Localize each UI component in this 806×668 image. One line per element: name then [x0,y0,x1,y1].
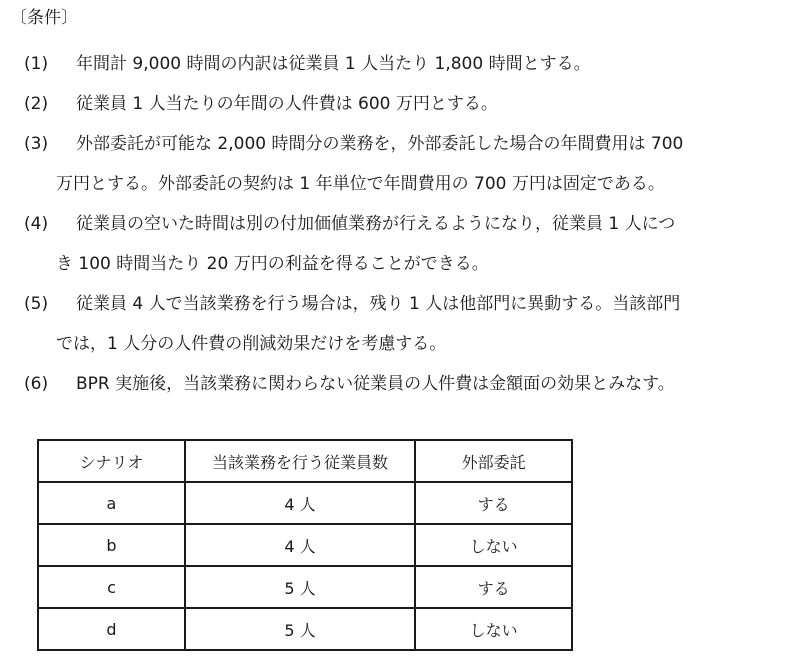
header-scenario: シナリオ [38,440,185,482]
header-employee-count: 当該業務を行う従業員数 [185,440,415,482]
condition-line-continued [20,244,800,284]
condition-text: 従業員 4 人で当該業務を行う場合は，残り 1 人は他部門に異動する。当該部門 [76,294,681,314]
condition-5 [20,284,800,364]
scenario-table [37,439,573,651]
condition-text: 外部委託が可能な 2,000 時間分の業務を，外部委託した場合の年間費用は 700 [76,134,684,154]
cell-outsourcing: する [415,482,572,524]
condition-6 [20,364,800,404]
cell-scenario: b [38,524,185,566]
condition-number: (3) [24,134,49,154]
cell-employee-count: 5 人 [185,566,415,608]
condition-text: 従業員 1 人当たりの年間の人件費は 600 万円とする。 [76,94,498,114]
conditions-heading: 〔条件〕 [10,8,78,28]
condition-number: (2) [24,94,49,114]
condition-text: き 100 時間当たり 20 万円の利益を得ることができる。 [56,254,489,274]
table-row [38,566,572,608]
cell-scenario: d [38,608,185,650]
table-header-row [38,440,572,482]
condition-line-continued [20,324,800,364]
cell-outsourcing: しない [415,524,572,566]
condition-4 [20,204,800,284]
condition-1 [20,44,800,84]
table-row [38,524,572,566]
condition-text: 万円とする。外部委託の契約は 1 年単位で年間費用の 700 万円は固定である。 [56,174,665,194]
header-outsourcing: 外部委託 [415,440,572,482]
cell-scenario: c [38,566,185,608]
cell-employee-count: 5 人 [185,608,415,650]
cell-scenario: a [38,482,185,524]
condition-line [20,124,800,164]
table-row [38,608,572,650]
cell-employee-count: 4 人 [185,482,415,524]
condition-3 [20,124,800,204]
condition-line-continued [20,164,800,204]
table-row [38,482,572,524]
condition-text: 年間計 9,000 時間の内訳は従業員 1 人当たり 1,800 時間とする。 [76,54,591,74]
condition-text: BPR 実施後，当該業務に関わらない従業員の人件費は金額面の効果とみなす。 [76,374,675,394]
condition-line [20,284,800,324]
condition-number: (4) [24,214,49,234]
condition-line [20,84,800,124]
condition-number: (5) [24,294,49,314]
condition-text: では，1 人分の人件費の削減効果だけを考慮する。 [56,334,447,354]
condition-line [20,204,800,244]
cell-employee-count: 4 人 [185,524,415,566]
condition-line [20,364,800,404]
cell-outsourcing: しない [415,608,572,650]
condition-line [20,44,800,84]
condition-text: 従業員の空いた時間は別の付加価値業務が行えるようになり，従業員 1 人につ [76,214,676,234]
condition-number: (6) [24,374,49,394]
condition-2 [20,84,800,124]
cell-outsourcing: する [415,566,572,608]
condition-number: (1) [24,54,49,74]
